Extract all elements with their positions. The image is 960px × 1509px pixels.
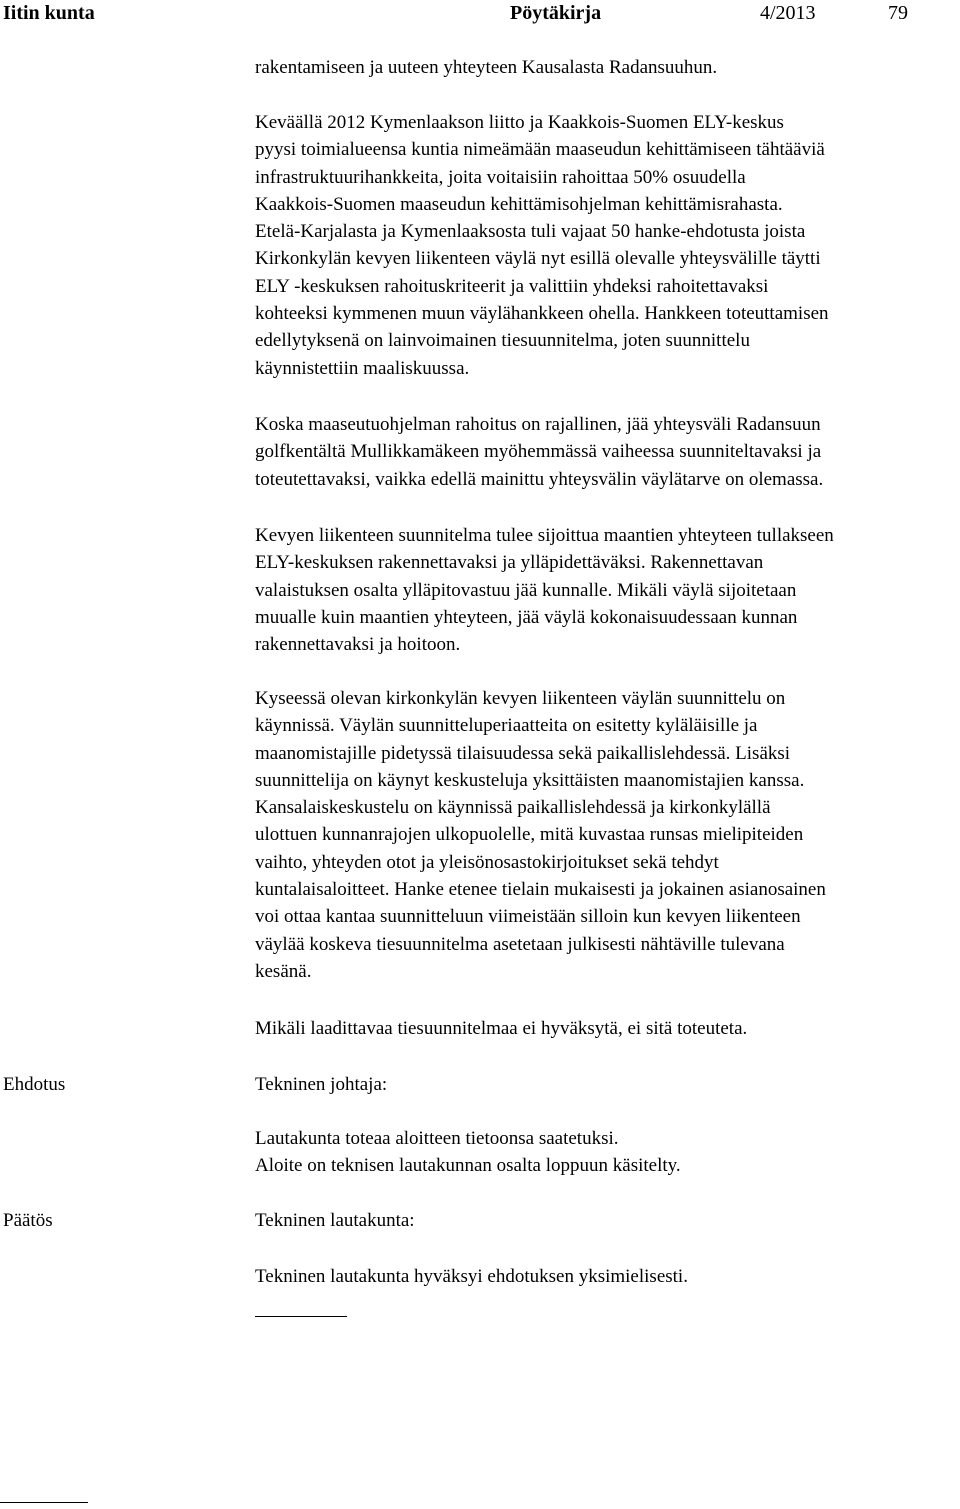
proposal-heading: Tekninen johtaja: xyxy=(255,1074,388,1095)
paragraph-funding-limits: Koska maaseutuohjelman rahoitus on rajallinen, jää yhteysväli Radansuun golfkentältä Mullikkamäkeen myöhemmässä vaiheessa suunniteltavaksi ja toteutettavaksi, vaikka edellä mainittu yhteysvälin väylätarve on olemassa. xyxy=(255,414,824,490)
paragraph-road-plan: Kevyen liikenteen suunnitelma tulee sijoittua maantien yhteyteen tullakseen ELY-keskuksen rakennettavaksi ja ylläpidettäväksi. Rakennettavan valaistuksen osalta ylläpitovastuu jää kunnalle. Mikäli väylä sijoitetaan muualle kuin maantien yhteyteen, jää väylä kokonaisuudessaan kunnan rakennettavaksi ja hoitoon. xyxy=(255,525,834,656)
footer-divider xyxy=(0,1502,88,1503)
paragraph-planning-status: Kyseessä olevan kirkonkylän kevyen liikenteen väylän suunnittelu on käynnissä. Väylän suunnitteluperiaatteita on esitetty kyläläisille ja maanomistajille pidetyssä tilaisuudessa sekä paikallislehdessä. Lisäksi suunnittelija on käynyt keskusteluja yksittäisten maanomistajien kanssa. Kansalaiskeskustelu on käynnissä paikallislehdessä ja kirkonkylällä ulottuen kunnanrajojen ulkopuolelle, mitä kuvastaa runsas mielipiteiden vaihto, yhteyden otot ja yleisönosastokirjoitukset sekä tehdyt kuntalaisaloitteet. Hanke etenee tielain mukaisesti ja jokainen asianosainen voi ottaa kantaa suunnitteluun viimeistään silloin kun kevyen liikenteen väylää koskeva tiesuunnitelma asetetaan julkisesti nähtäville tulevana kesänä. xyxy=(255,688,826,982)
page-number: 79 xyxy=(888,2,908,24)
paragraph-approval-condition: Mikäli laadittavaa tiesuunnitelmaa ei hyväksytä, ei sitä toteuteta. xyxy=(255,1018,748,1039)
decision-label: Päätös xyxy=(3,1210,53,1231)
decision-text: Tekninen lautakunta hyväksyi ehdotuksen yksimielisesti. xyxy=(255,1266,688,1287)
closing-divider xyxy=(255,1316,347,1317)
document-type: Pöytäkirja xyxy=(510,2,602,24)
decision-heading: Tekninen lautakunta: xyxy=(255,1210,415,1231)
issue-number: 4/2013 xyxy=(760,2,816,24)
paragraph-intro: rakentamiseen ja uuteen yhteyteen Kausalasta Radansuuhun. xyxy=(255,57,718,78)
proposal-label: Ehdotus xyxy=(3,1074,66,1095)
paragraph-funding: Keväällä 2012 Kymenlaakson liitto ja Kaakkois-Suomen ELY-keskus pyysi toimialueensa kuntia nimeämään maaseudun kehittämiseen tähtääviä infrastruktuurihankkeita, joita voitaisiin rahoittaa 50% osuudella Kaakkois-Suomen maaseudun kehittämisohjelman kehittämisrahasta. Etelä-Karjalasta ja Kymenlaaksosta tuli vajaat 50 hanke-ehdotusta joista Kirkonkylän kevyen liikenteen väylä nyt esillä olevalle yhteysvälille täytti ELY -keskuksen rahoituskriteerit ja valittiin yhdeksi rahoitettavaksi kohteeksi kymmenen muun väylähankkeen ohella. Hankkeen toteuttamisen edellytyksenä on lainvoimainen tiesuunnitelma, joten suunnittelu käynnistettiin maaliskuussa. xyxy=(255,112,829,379)
proposal-text: Lautakunta toteaa aloitteen tietoonsa saatetuksi. Aloite on teknisen lautakunnan osalta loppuun käsitelty. xyxy=(255,1128,681,1177)
organization-name: Iitin kunta xyxy=(3,2,95,24)
page-header xyxy=(0,0,960,28)
